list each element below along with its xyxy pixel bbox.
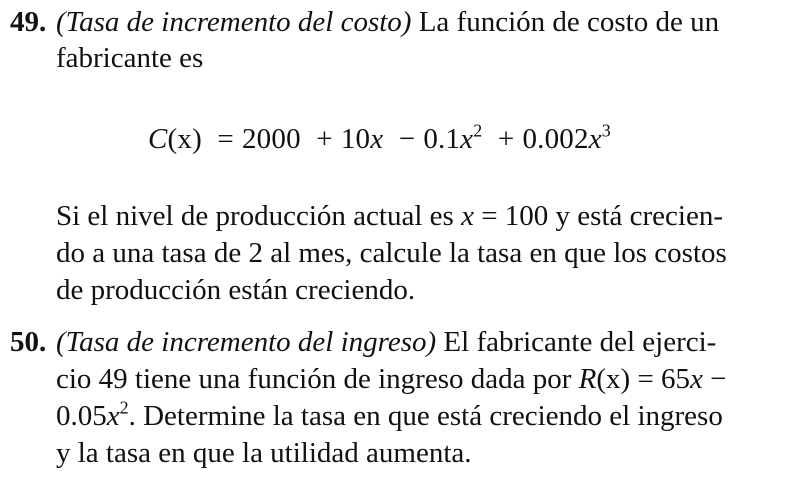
formula-function: R (578, 363, 597, 395)
problem-text-line (56, 398, 723, 434)
problem-text-line: y la tasa en que la utilidad aumenta. (56, 437, 472, 469)
problem-text: = 65 (630, 363, 691, 395)
formula-exponent: 2 (119, 397, 129, 418)
formula-variable: x (460, 123, 474, 155)
question-text: = 100 y está crecien- (473, 200, 724, 232)
formula-operator: + (316, 123, 333, 155)
problem-question-line: do a una tasa de 2 al mes, calcule la tasa en que los costos (56, 237, 727, 269)
formula-argument: (x) (167, 123, 202, 155)
problem-intro-line (56, 4, 719, 40)
formula-operator: − (398, 123, 416, 155)
formula-variable: x (106, 400, 120, 432)
question-text: Si el nivel de producción actual es (56, 200, 462, 232)
formula-exponent: 3 (601, 120, 611, 141)
problem-text-line (56, 361, 727, 397)
problem-text-line: fabricante es (56, 42, 204, 74)
formula-coefficient: 0.002 (522, 123, 589, 155)
problem-text: La función de costo de un (411, 6, 720, 38)
problem-question-line (56, 198, 723, 234)
formula-coefficient: 0.1 (423, 123, 461, 155)
problem-question-line: de producción están creciendo. (56, 274, 416, 306)
formula-argument: (x) (596, 363, 631, 395)
problem-text: El fabricante del ejerci- (436, 326, 717, 358)
question-variable: x (461, 200, 474, 232)
problem-text: . Determine la tasa en que está creciendo el ingreso (128, 400, 723, 432)
formula-term: 2000 (241, 123, 301, 155)
cost-formula (148, 119, 611, 159)
formula-coefficient: 0.05 (56, 400, 107, 432)
problem-number: 50. (10, 326, 47, 358)
formula-exponent: 2 (473, 120, 483, 141)
problem-intro-line (56, 324, 716, 360)
formula-function: C (148, 123, 168, 155)
formula-coefficient: 10 (340, 123, 371, 155)
formula-variable: x (370, 123, 384, 155)
formula-operator: − (702, 363, 727, 395)
formula-operator: = (217, 123, 234, 155)
formula-variable: x (690, 363, 703, 395)
problem-title: (Tasa de incremento del ingreso) (56, 326, 437, 358)
formula-operator: + (497, 123, 515, 155)
formula-variable: x (588, 123, 602, 155)
problem-number: 49. (10, 6, 47, 38)
problem-text: cio 49 tiene una función de ingreso dada por (56, 363, 579, 395)
problem-title: (Tasa de incremento del costo) (56, 6, 412, 38)
